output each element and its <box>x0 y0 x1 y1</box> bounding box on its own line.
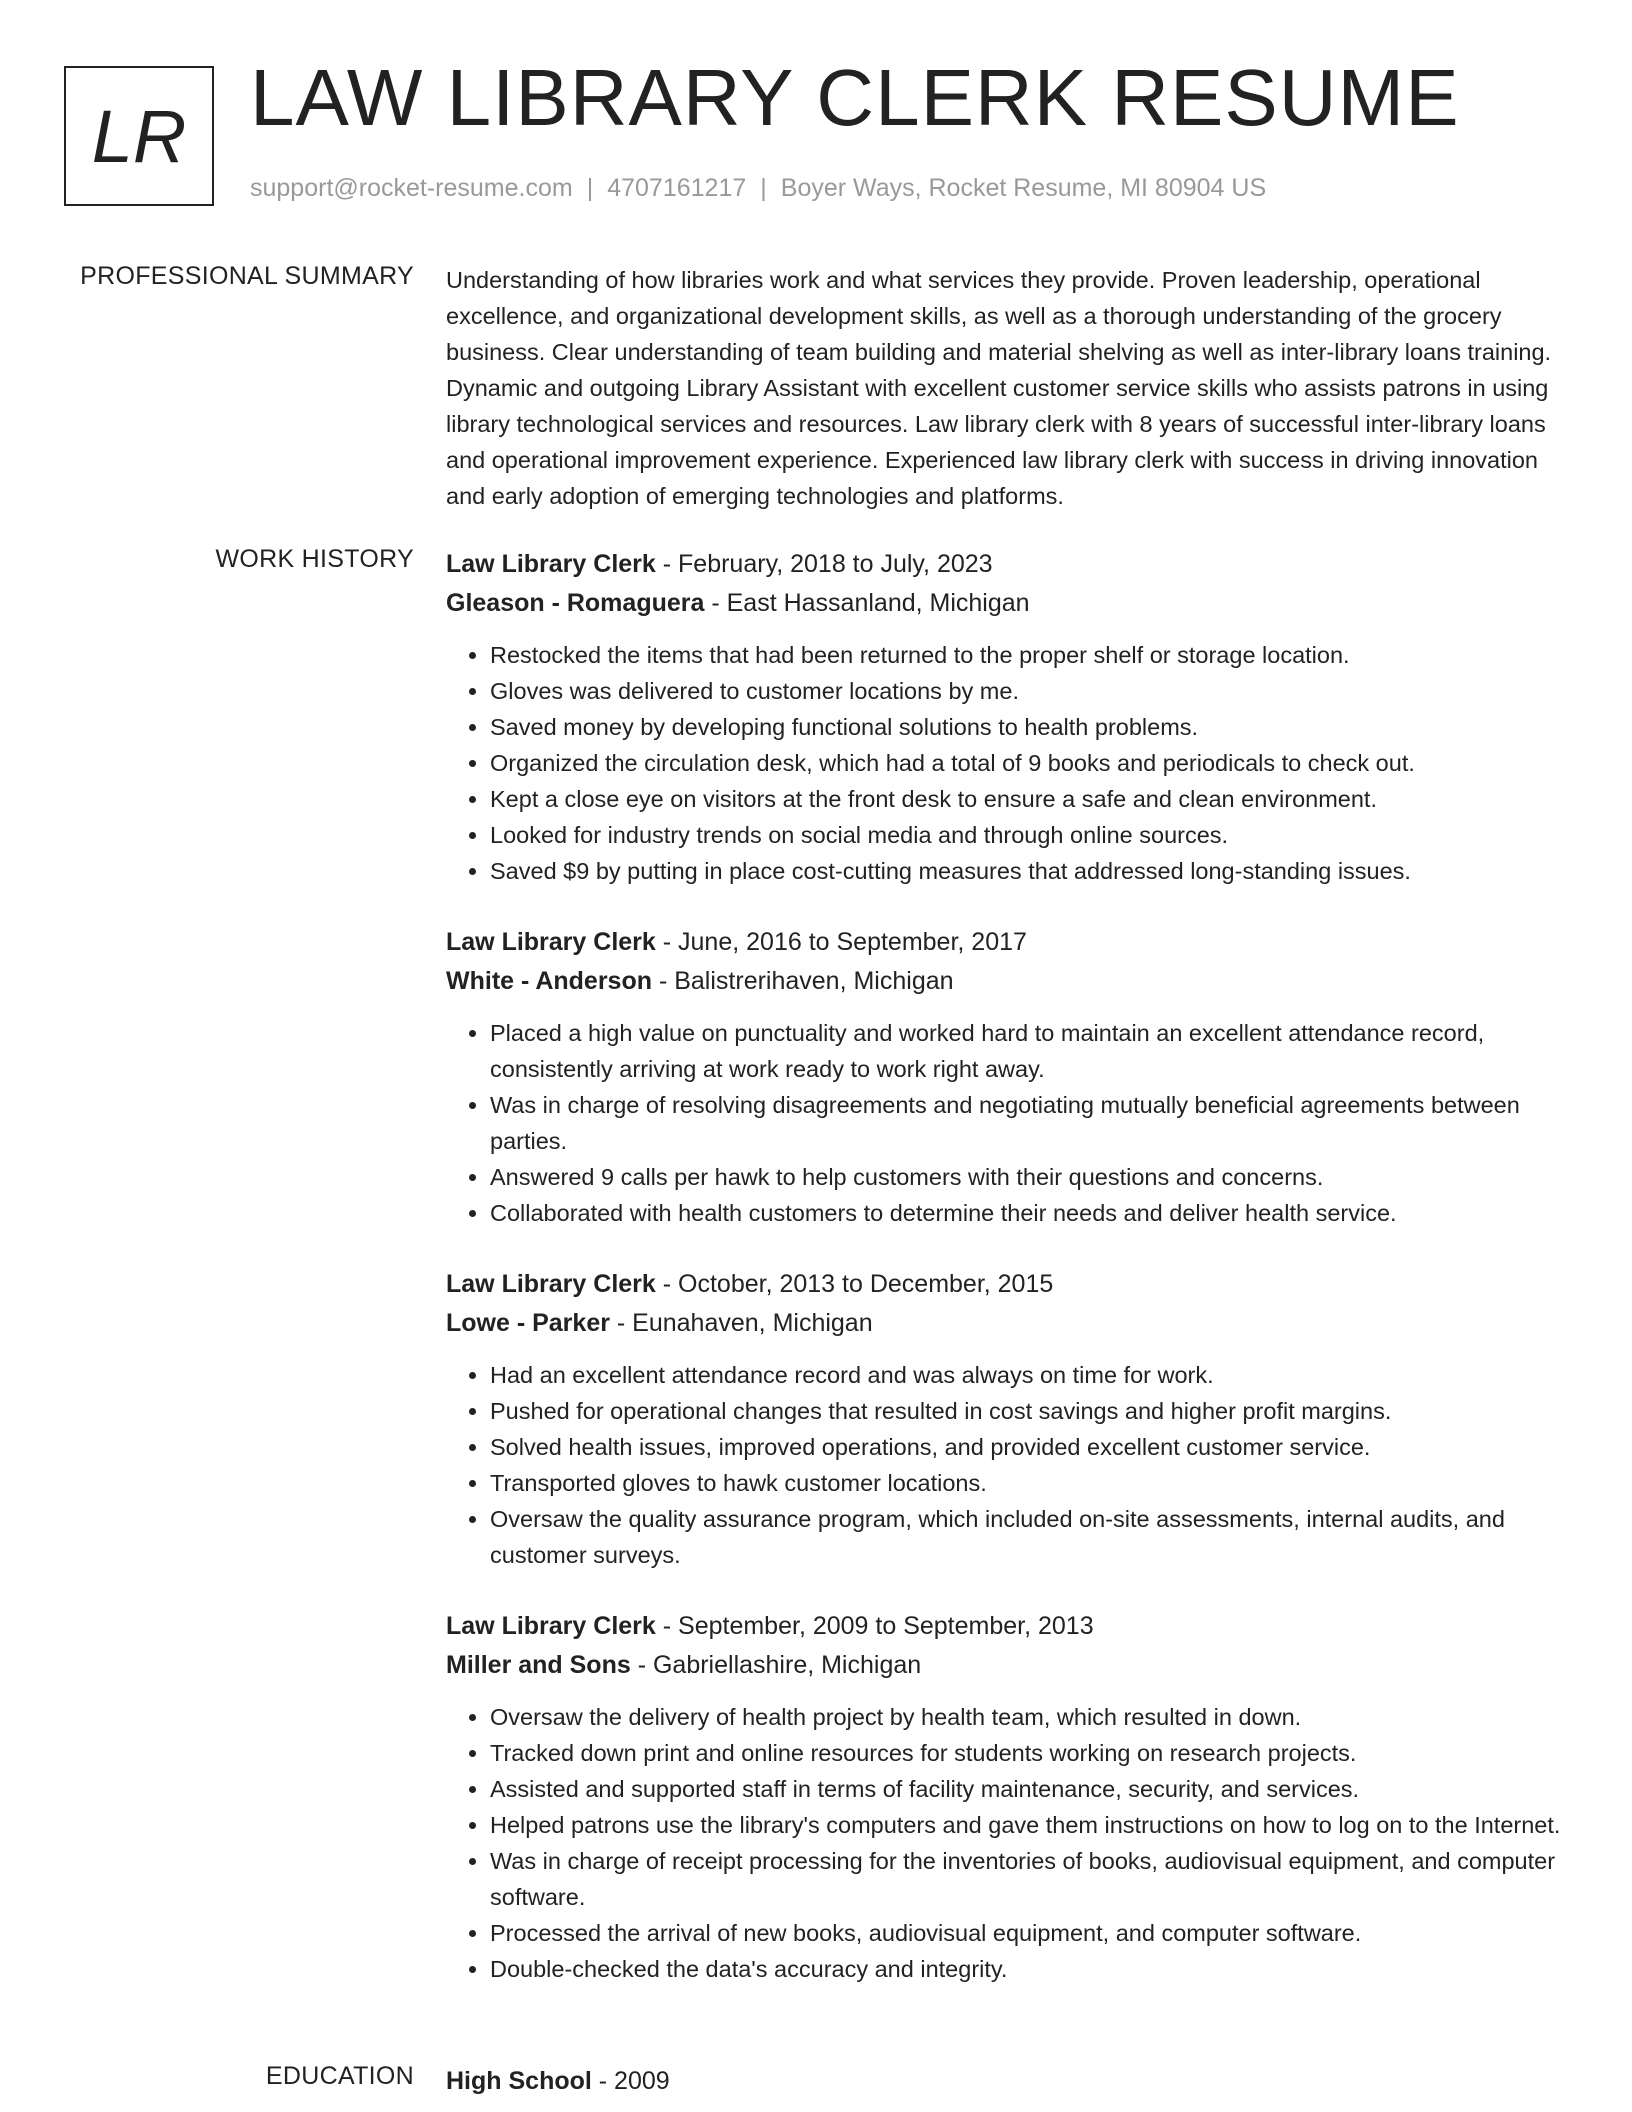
job-title-line <box>446 1607 1572 1646</box>
job-bullet: • Answered 9 calls per hawk to help customers with their questions and concerns. <box>490 1159 1572 1195</box>
job-bullet: • Oversaw the delivery of health project by health team, which resulted in down. <box>490 1699 1572 1735</box>
job-company-line <box>446 584 1572 623</box>
resume-title: LAW LIBRARY CLERK RESUME <box>250 53 1460 142</box>
job-dates: - October, 2013 to December, 2015 <box>655 1270 1054 1298</box>
job-title: Law Library Clerk <box>446 928 656 956</box>
job-bullet-list <box>446 637 1572 889</box>
work-history-heading: WORK HISTORY <box>215 545 414 573</box>
job-bullet: • Double-checked the data's accuracy and integrity. <box>490 1951 1572 1987</box>
education-degree: High School <box>446 2067 592 2095</box>
education-heading: EDUCATION <box>265 2062 414 2090</box>
job-company: Lowe - Parker <box>446 1309 610 1337</box>
job-list <box>446 545 1572 2021</box>
job-dates: - September, 2009 to September, 2013 <box>655 1612 1094 1640</box>
summary-heading: PROFESSIONAL SUMMARY <box>80 262 414 290</box>
job-bullet: • Tracked down print and online resources for students working on research projects. <box>490 1735 1572 1771</box>
job-bullet: • Organized the circulation desk, which had a total of 9 books and periodicals to check out. <box>490 745 1572 781</box>
job-bullet: • Assisted and supported staff in terms of facility maintenance, security, and services. <box>490 1771 1572 1807</box>
job-bullet: • Processed the arrival of new books, audiovisual equipment, and computer software. <box>490 1915 1572 1951</box>
contact-separator: | <box>760 174 767 202</box>
job-entry <box>446 1265 1572 1573</box>
job-company: White - Anderson <box>446 967 653 995</box>
job-bullet: • Restocked the items that had been returned to the proper shelf or storage location. <box>490 637 1572 673</box>
job-company: Miller and Sons <box>446 1651 631 1679</box>
job-bullet: • Was in charge of resolving disagreements and negotiating mutually beneficial agreements between parties. <box>490 1087 1572 1159</box>
job-company-line <box>446 1304 1572 1343</box>
job-bullet: • Placed a high value on punctuality and worked hard to maintain an excellent attendance record, consistently arriving at work ready to work right away. <box>490 1015 1572 1087</box>
job-title: Law Library Clerk <box>446 1270 656 1298</box>
job-title: Law Library Clerk <box>446 550 656 578</box>
job-company: Gleason - Romaguera <box>446 589 705 617</box>
job-bullet: • Saved $9 by putting in place cost-cutting measures that addressed long-standing issues. <box>490 853 1572 889</box>
job-bullet: • Transported gloves to hawk customer locations. <box>490 1465 1572 1501</box>
job-bullet: • Gloves was delivered to customer locations by me. <box>490 673 1572 709</box>
job-company-line <box>446 1646 1572 1685</box>
education-year: - 2009 <box>591 2067 670 2095</box>
job-bullet: • Oversaw the quality assurance program, which included on-site assessments, internal audits, and customer surveys. <box>490 1501 1572 1573</box>
job-entry <box>446 923 1572 1231</box>
job-title-line <box>446 923 1572 962</box>
summary-text: Understanding of how libraries work and what services they provide. Proven leadership, operational excellence, and organizational development skills, as well as a thorough understanding of the grocery business. Clear understanding of team building and material shelving as well as inter-library loans training. Dynamic and outgoing Library Assistant with excellent customer service skills who assists patrons in using library technological services and resources. Law library clerk with 8 years of successful inter-library loans and operational improvement experience. Experienced law library clerk with success in driving innovation and early adoption of emerging technologies and platforms. <box>446 267 1552 509</box>
job-bullet: • Pushed for operational changes that resulted in cost savings and higher profit margins. <box>490 1393 1572 1429</box>
job-bullet-list <box>446 1699 1572 1987</box>
job-bullet: • Had an excellent attendance record and was always on time for work. <box>490 1357 1572 1393</box>
contact-phone: 4707161217 <box>607 174 747 202</box>
contact-separator: | <box>586 174 594 202</box>
monogram-logo: LR <box>64 66 214 206</box>
job-entry <box>446 545 1572 889</box>
job-title-line <box>446 545 1572 584</box>
job-bullet: • Kept a close eye on visitors at the front desk to ensure a safe and clean environment. <box>490 781 1572 817</box>
job-title: Law Library Clerk <box>446 1612 656 1640</box>
job-entry <box>446 1607 1572 1987</box>
job-dates: - June, 2016 to September, 2017 <box>655 928 1027 956</box>
job-location: - Balistrerihaven, Michigan <box>652 967 954 995</box>
job-title-line <box>446 1265 1572 1304</box>
job-bullet: • Solved health issues, improved operations, and provided excellent customer service. <box>490 1429 1572 1465</box>
job-company-line <box>446 962 1572 1001</box>
job-location: - Gabriellashire, Michigan <box>630 1651 922 1679</box>
job-bullet-list <box>446 1015 1572 1231</box>
job-bullet-list <box>446 1357 1572 1573</box>
job-bullet: • Helped patrons use the library's computers and gave them instructions on how to log on to the Internet. <box>490 1807 1572 1843</box>
contact-address: Boyer Ways, Rocket Resume, MI 80904 US <box>780 174 1267 202</box>
job-location: - Eunahaven, Michigan <box>609 1309 873 1337</box>
education-entry <box>446 2062 1572 2101</box>
job-dates: - February, 2018 to July, 2023 <box>655 550 993 578</box>
job-bullet: • Saved money by developing functional solutions to health problems. <box>490 709 1572 745</box>
job-location: - East Hassanland, Michigan <box>704 589 1030 617</box>
job-bullet: • Was in charge of receipt processing for the inventories of books, audiovisual equipment, and computer software. <box>490 1843 1572 1915</box>
contact-line <box>250 174 1266 203</box>
contact-email: support@rocket-resume.com <box>250 174 573 202</box>
job-bullet: • Looked for industry trends on social media and through online sources. <box>490 817 1572 853</box>
job-bullet: • Collaborated with health customers to determine their needs and deliver health service. <box>490 1195 1572 1231</box>
